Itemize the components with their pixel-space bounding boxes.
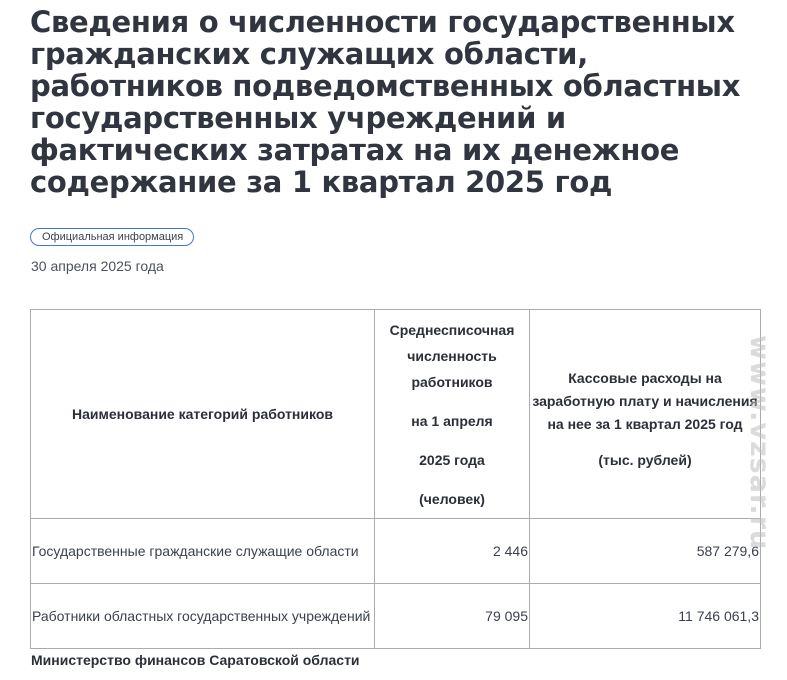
- table-row: [31, 519, 761, 584]
- header-expenses-line: Кассовые расходы на заработную плату и начисления на нее за 1 квартал 2025 год: [532, 369, 758, 432]
- header-expenses-unit: (тыс. рублей): [598, 451, 692, 468]
- table-row: [31, 584, 761, 649]
- table-header-row: [31, 310, 761, 519]
- header-headcount-line: (человек): [419, 490, 485, 507]
- row-headcount: 2 446: [375, 519, 530, 584]
- watermark-text: www.vzsar.ru: [744, 335, 775, 551]
- header-category: Наименование категорий работников: [31, 310, 375, 519]
- row-expenses: 587 279,6: [530, 519, 761, 584]
- publication-date: 30 апреля 2025 года: [31, 258, 164, 274]
- row-headcount: 79 095: [375, 584, 530, 649]
- row-category-name: Государственные гражданские служащие области: [31, 519, 375, 584]
- page-title: Сведения о численности государственных гражданских служащих области, работников подведомственных областных государственных учреждений и фактических затратах на их денежное содержание за 1 квартал 2025 год: [30, 5, 741, 199]
- header-headcount-line: 2025 года: [419, 451, 485, 468]
- site-watermark: [735, 335, 787, 671]
- data-table: [30, 309, 761, 649]
- header-expenses: [530, 310, 761, 519]
- header-headcount-line: Среднесписочная численность работников: [389, 321, 515, 390]
- row-category-name: Работники областных государственных учреждений: [31, 584, 375, 649]
- row-expenses: 11 746 061,3: [530, 584, 761, 649]
- header-headcount-line: на 1 апреля: [411, 412, 493, 429]
- header-headcount: [375, 310, 530, 519]
- category-badge[interactable]: Официальная информация: [30, 228, 194, 246]
- ministry-signature: Министерство финансов Саратовской области: [31, 652, 360, 668]
